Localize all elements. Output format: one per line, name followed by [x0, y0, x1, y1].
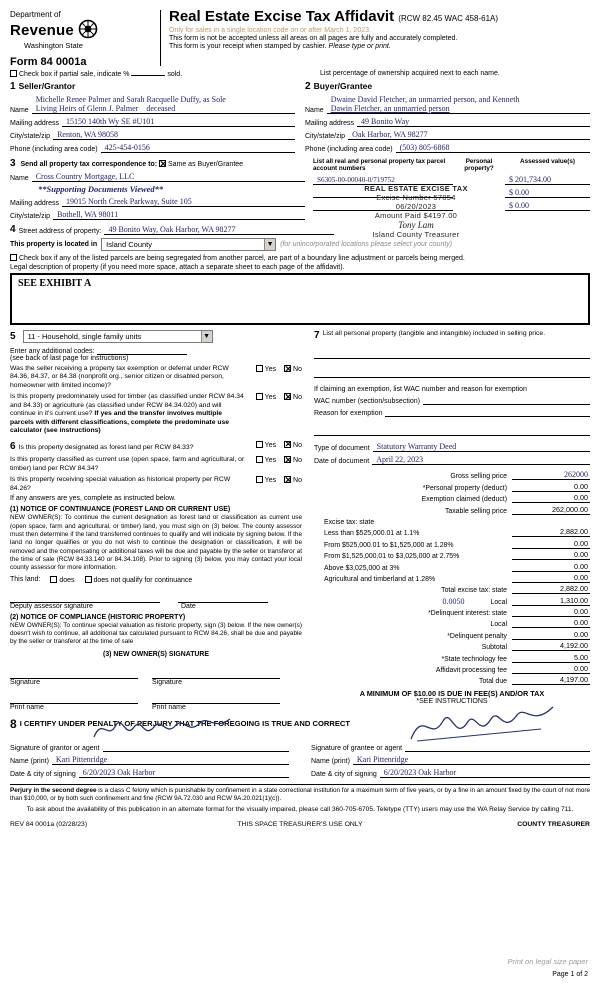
section8-number: 8	[10, 716, 17, 731]
grantor-name-field[interactable]: Kari Pittenridge	[52, 755, 289, 765]
partial-percent-field[interactable]	[131, 75, 165, 76]
excise-tax-stamp: REAL ESTATE EXCISE TAX Excise Number 57054 06/20/2023 Amount Paid $4197.00 Tony Lam Island County Treasurer	[331, 184, 501, 239]
deputy-assessor-signature-field[interactable]	[10, 594, 160, 603]
document-type-field[interactable]: Statutory Warranty Deed	[373, 442, 590, 452]
buyer-mailing-field[interactable]: 49 Bonito Way	[357, 117, 590, 127]
exemption-intro: If claiming an exemption, list WAC number and reason for exemption	[314, 386, 527, 393]
tax-row-total: Total due 4,197.00	[479, 675, 588, 686]
exemption-yes-checkbox[interactable]	[256, 365, 263, 372]
partial-sale-row: Check box if partial sale, indicate % sold.	[10, 70, 182, 78]
form-title: Real Estate Excise Tax Affidavit (RCW 82.45 WAC 458-61A)	[169, 8, 499, 25]
assessed-value-col-header: Assessed value(s)	[520, 158, 575, 165]
acceptance-notice: This form is not be accepted unless all areas on all pages are fully and accurately completed.	[169, 35, 458, 42]
section-correspondence: 3 Send all property tax correspondence to: ✕ Same as Buyer/Grantee Name Cross Country Mortgage, LLC **Supporting Documents Viewed** Mailing address 19015 North Creek Parkway, Suite 105 City/state/zip Bothell, WA 98011	[10, 158, 305, 220]
revenue-logo-block	[10, 8, 160, 68]
timber-question: Is this property predominately used for timber (as classified under RCW 84.34 and 84.33) or agriculture (as classified under RCW 84.34.020) and will continue in it's current use? If yes and the transfer involves multiple parcels with different classifications, complete the predominate use calculator (see instructions) Yes ✕ No	[10, 393, 302, 435]
tax-table	[314, 469, 590, 685]
notice1-title: (1) NOTICE OF CONTINUANCE (FOREST LAND OR CURRENT USE)	[10, 506, 231, 514]
seller-mailing-field[interactable]: 15150 140th Wy SE #U101	[62, 117, 295, 127]
parcel-col-header: List all real and personal property tax parcel account numbers	[313, 158, 446, 172]
if-yes-note: If any answers are yes, complete as instructed below.	[10, 495, 176, 503]
timber-yes-checkbox[interactable]	[256, 393, 263, 400]
personal-property-col-header: Personal property?	[464, 158, 494, 172]
section-seller: 1 Seller/Grantor Name Michelle Renee Palmer and Sarah Racquelle Duffy, as Sole Living Heirs of Glenn J. Palmer deceased Mailing address 15150 140th Wy SE #U101 City/state/zip Renton, WA 98058 Phone (including area code) 425-454-0156	[10, 81, 295, 153]
buyer-name-field[interactable]: Dwaine David Fletcher, an unmarried person, and Kenneth Dawin Fletcher, an unmarried person	[327, 95, 590, 114]
parcel-number-field[interactable]: S6305-00-00040-0/719752	[313, 176, 453, 185]
section-property: 4 Street address of property: 49 Bonito Way, Oak Harbor, WA 98277 This property is located in Island County ▼ (for unincorporated locations please select your county) Check box if any of the listed parcels are being segregated from another parcel, are part of a boundary line adjustment or parcels being merged. Legal description of property (if you need more space, attach a separate sheet to each page of the affidavit). SEE EXHIBIT A	[10, 224, 590, 325]
grantee-date-city-field[interactable]: 6/20/2023 Oak Harbor	[380, 768, 590, 778]
see-instructions-note: *SEE INSTRUCTIONS	[416, 698, 488, 706]
header	[10, 8, 590, 68]
grantee-signature-field[interactable]	[405, 743, 590, 752]
section5-number: 5	[10, 331, 16, 342]
section7-number: 7	[314, 330, 320, 341]
tax-row: Above $3,025,000 at 3% 0.00	[324, 561, 588, 572]
notice1-body: NEW OWNER(S): To continue the current designation as forest land or classification as current use (open space, farm and agricultural, or timber) land, you must sign on (3) below. The county assessor must then determine if the land transferred continues to qualify and will indicate by signing below. If the land no longer qualifies or you do not wish to continue the designation or classification, it will be removed and the compensating or additional taxes will be due and payable by the seller or transferor at the time of sale (RCW 84.33.140 or 84.34.108). Prior to signing (3) below, you may contact your local county assessor for more information.	[10, 514, 302, 572]
chevron-down-icon: ▼	[264, 239, 275, 250]
historic-no-checkbox[interactable]	[284, 476, 291, 483]
header-divider	[160, 10, 161, 66]
wac-number-field[interactable]	[423, 396, 590, 405]
tax-row: Affidavit processing fee 0.00	[435, 664, 588, 675]
personal-property-line-2[interactable]	[314, 369, 590, 378]
revenue-wordmark: Revenue	[10, 21, 74, 39]
grantor-signature-field[interactable]	[103, 743, 289, 752]
personal-property-line-1[interactable]	[314, 350, 590, 359]
date-notice: Only for sales in a single location code on or after March 1, 2023.	[169, 27, 371, 34]
parcel-table	[313, 158, 590, 239]
forest-yes-checkbox[interactable]	[256, 441, 263, 448]
perjury-statement: Perjury in the second degree is a class C felony which is punishable by confinement in a state correctional institution for a maximum term of five years, or by a fine in an amount fixed by the court of not more than $10,000, or by both such confinement and fine (RCW 9A.72.030 and RCW 9A.20.021(1)(c)).	[10, 784, 590, 803]
tax-row-local: 0.0050 Local 1,310.00	[442, 595, 588, 606]
revenue-logo-icon	[78, 19, 98, 41]
assessed-value-field[interactable]: $ 0.00	[505, 188, 590, 198]
timber-no-checkbox[interactable]	[284, 393, 291, 400]
treasurer-signature: Tony Lam	[398, 220, 434, 230]
tax-row: *Delinquent interest: state 0.00	[428, 607, 588, 618]
does-not-qualify-checkbox[interactable]	[85, 576, 92, 583]
deputy-date-field[interactable]	[178, 594, 268, 603]
additional-codes-field[interactable]	[97, 346, 187, 355]
rcw-reference: (RCW 82.45 WAC 458-61A)	[398, 14, 499, 23]
same-as-buyer-checkbox[interactable]	[159, 160, 166, 167]
section6-number: 6	[10, 440, 16, 452]
chevron-down-icon: ▼	[201, 331, 212, 342]
section-use: 5 11 - Household, single family units ▼ Enter any additional codes: (see back of last page for instructions) Was the seller receiving a property tax exemption or deferral under RCW 84.36, 84.37, or 84.38 (nonprofit org., senior citizen or disabled person, homeowner with limited income)? Yes ✕ No Is this property predominately used for timber (as classified under RCW 84.34 and 84.33) or agriculture (as classified under RCW 84.34.020) and will continue in it's current use? If yes and the transfer involves multiple parcels with different classifications, complete the predominate use calculator (see instructions) Yes ✕ No	[10, 330, 302, 436]
local-rate-fill: 0.0050	[442, 596, 465, 606]
tax-row: Subtotal 4,192.00	[481, 641, 588, 652]
section-classification: 6 Is this property designated as forest land per RCW 84.33? Yes ✕ No Is this property classified as current use (open space, farm and agricultural, or timber) land per RCW 84.34? Yes ✕ No Is this property receiving special valuation as historical property per RCW 84.26? Yes ✕ No If any answers are yes, complete as instructed below. (1) NOTICE OF CONTINUANCE (FOREST LAND OR CURRENT USE) NEW OWNER(S): To continue the current designation as forest land or classification as current use (open space, farm and agricultural, or timber) land, you must sign on (3) below. The county assessor must then determine if the land transferred continues to qualify and will indicate by signing below. If the land no longer qualifies or you do not wish to continue the designation or classification, it will be removed and the compensating or additional taxes will be due and payable by the seller or transferor at the time of sale (RCW 84.33.140 or 84.34.108). Prior to signing (3) below, you may contact your local county assessor for more information. This land: does does not qualify for continuance Deputy assessor signature Date (2) NOTICE OF COMPLIANCE (HISTORIC PROPERTY) NEW OWNER(S): To continue special valuation as historic property, sign (3) below. If the new owner(s) doesn't wish to continue, all additional tax calculated pursuant to RCW 84.26, shall be due and payable by the seller or transferor at the time of sale (3) NEW OWNER(S) SIGNATURE Signature Signature Print name Print name	[10, 441, 302, 711]
new-owner-signature-field-1[interactable]	[10, 670, 138, 679]
seller-csz-field[interactable]: Renton, WA 98058	[53, 130, 295, 140]
tax-row: *State technology fee 5.00	[441, 652, 588, 663]
tax-row: Less than $525,000.01 at 1.1% 2,882.00	[324, 527, 588, 538]
see-back-note: (see back of last page for instructions)	[10, 355, 129, 362]
legal-size-note: Print on legal size paper	[507, 957, 588, 966]
certify-statement: I CERTIFY UNDER PENALTY OF PERJURY THAT THE FOREGOING IS TRUE AND CORRECT	[19, 719, 351, 729]
tax-row: Total excise tax: state 2,882.00	[441, 584, 588, 595]
seller-phone-field[interactable]: 425-454-0156	[101, 143, 295, 153]
page-number: Page 1 of 2	[552, 971, 588, 978]
county-select[interactable]: Island County ▼	[101, 238, 276, 251]
current-use-question: Is this property classified as current use (open space, farm and agricultural, or timber) land per RCW 84.34? Yes ✕ No	[10, 456, 302, 473]
treasurer-use-label: THIS SPACE TREASURER'S USE ONLY	[237, 820, 363, 828]
tax-row: *Delinquent penalty 0.00	[447, 629, 588, 640]
land-qualify-row: This land: does does not qualify for continuance	[10, 576, 193, 584]
correspondence-mailing-field[interactable]: 19015 North Creek Parkway, Suite 105	[62, 197, 305, 207]
assessed-value-field[interactable]: $ 201,734.00	[505, 175, 590, 185]
tax-row: From $1,525,000.01 to $3,025,000 at 2.75% 0.00	[324, 550, 588, 561]
exemption-no-checkbox[interactable]	[284, 365, 291, 372]
correspondence-csz-field[interactable]: Bothell, WA 98011	[53, 210, 305, 220]
supporting-documents-stamp: **Supporting Documents Viewed**	[38, 184, 164, 194]
section2-number: 2	[305, 81, 311, 92]
legal-description-text: SEE EXHIBIT A	[18, 278, 92, 289]
washington-state-label: Washington State	[24, 41, 83, 50]
document-date-field[interactable]: April 22, 2023	[372, 455, 590, 465]
ownership-note: List percentage of ownership acquired next to each name.	[320, 70, 500, 77]
assessed-value-field[interactable]: $ 0.00	[505, 201, 590, 211]
reason-exemption-field[interactable]	[385, 408, 590, 417]
grantor-date-city-field[interactable]: 6/20/2023 Oak Harbor	[79, 768, 289, 778]
rev-number: REV 84 0001a (02/28/23)	[10, 820, 88, 828]
correspondence-name-field[interactable]: Cross Country Mortgage, LLC	[32, 172, 305, 182]
form-number: Form 84 0001a	[10, 56, 87, 68]
section1-number: 1	[10, 81, 16, 92]
section-certify	[10, 717, 590, 778]
alternate-format-note: To ask about the availability of this publication in an alternate format for the visually impaired, please call 360-705-6705. Teletype (TTY) users may use the WA Relay Service by calling 711.	[26, 805, 574, 813]
legal-description-box[interactable]	[10, 273, 590, 325]
new-owner-printname-field-2[interactable]	[152, 695, 280, 704]
tax-row: Agricultural and timberland at 1.28% 0.00	[324, 572, 588, 583]
partial-sale-checkbox[interactable]	[10, 70, 17, 77]
county-note: (for unincorporated locations please select your county)	[280, 241, 453, 248]
new-owner-printname-field-1[interactable]	[10, 695, 138, 704]
buyer-csz-field[interactable]: Oak Harbor, WA 98277	[348, 130, 590, 140]
grantee-name-field[interactable]: Kari Pittenridge	[353, 755, 590, 765]
exemption-question: Was the seller receiving a property tax exemption or deferral under RCW 84.36, 84.37, or 84.38 (nonprofit org., senior citizen or disabled person, homeowner with limited income)? Yes ✕ No	[10, 365, 302, 390]
tax-row-excise-header: Excise tax: state	[324, 518, 375, 526]
footer-row	[10, 821, 590, 828]
notice2-title: (2) NOTICE OF COMPLIANCE (HISTORIC PROPERTY)	[10, 613, 186, 621]
section3-number: 3	[10, 158, 16, 169]
grantee-certification: Signature of grantee or agent Name (print) Kari Pittenridge Date & city of signing 6/20/2023 Oak Harbor	[311, 733, 590, 778]
tax-row-gross: Gross selling price 262000	[450, 470, 588, 481]
seller-name-field[interactable]: Michelle Renee Palmer and Sarah Racquelle Duffy, as Sole Living Heirs of Glenn J. Palmer deceased	[32, 95, 295, 114]
tax-row: Taxable selling price 262,000.00	[444, 504, 588, 515]
does-qualify-checkbox[interactable]	[50, 576, 57, 583]
buyer-phone-field[interactable]: (503) 805-6868	[396, 143, 590, 153]
historic-question: Is this property receiving special valuation as historical property per RCW 84.26? Yes ✕ No	[10, 476, 302, 493]
legal-description-label: Legal description of property (if you need more space, attach a separate sheet to each page of the affidavit).	[10, 264, 345, 271]
historic-yes-checkbox[interactable]	[256, 476, 263, 483]
dept-of-label: Department of	[10, 10, 61, 19]
grantor-certification: Signature of grantor or agent Name (print) Kari Pittenridge Date & city of signing 6/20/2023 Oak Harbor	[10, 733, 289, 778]
street-address-field[interactable]: 49 Bonito Way, Oak Harbor, WA 98277	[104, 225, 334, 235]
section-buyer: 2 Buyer/Grantee Name Dwaine David Fletcher, an unmarried person, and Kenneth Dawin Fletcher, an unmarried person Mailing address 49 Bonito Way City/state/zip Oak Harbor, WA 98277 Phone (including area code) (503) 805-6868	[305, 81, 590, 153]
notice2-body: NEW OWNER(S): To continue special valuation as historic property, sign (3) below. If the new owner(s) doesn't wish to continue, all additional tax calculated pursuant to RCW 84.26, shall be due and payable by the seller or transferor at the time of sale	[10, 621, 302, 646]
forest-no-checkbox[interactable]	[284, 441, 291, 448]
forest-question: 6 Is this property designated as forest land per RCW 84.33? Yes ✕ No	[10, 441, 302, 454]
segregated-checkbox[interactable]	[10, 254, 17, 261]
minimum-due-note: A MINIMUM OF $10.00 IS DUE IN FEE(S) AND/OR TAX	[359, 689, 545, 699]
current-use-yes-checkbox[interactable]	[256, 456, 263, 463]
tax-row: Local 0.00	[490, 618, 588, 629]
section-personal-property: 7 List all personal property (tangible and intangible) included in selling price. If claiming an exemption, list WAC number and reason for exemption WAC number (section/subsection) Reason for exemption Type of document Statutory Warranty Deed Date of document April 22, 2023 Gross selling price 262000 *Personal property (deduct) 0.00 Exemption claimed (deduct) 0.00 Taxable selling price 262,000.00 Excise tax: state Less than $525,000.01 at 1.1% 2,882.00 From $525,000.01 to $1,525,000 at 1.28% 0.00 From $1,525,000.01 to $3,025,000 at 2.75% 0.00 Above $3,025,000 at 3% 0.00 Agricultural and timberland at 1.28% 0.00 Total excise tax: state 2,882.00 0.0050 Local 1,310.00 *Delinquent interest: state 0.00 Local 0.00 *Delinquent penalty 0.00 Subtotal 4,192.00 *State technology fee 5.00 Affidavit processing fee 0.00 Total due 4,197.00 A MINIMUM OF $10.00 IS DUE IN FEE(S) AND/OR TAX *SEE INSTRUCTIONS	[314, 330, 588, 706]
receipt-notice: This form is your receipt when stamped by cashier. Please type or print.	[169, 43, 391, 50]
land-use-code-select[interactable]: 11 - Household, single family units ▼	[23, 330, 213, 343]
tax-row: Exemption claimed (deduct) 0.00	[421, 493, 588, 504]
current-use-no-checkbox[interactable]	[284, 456, 291, 463]
tax-row: From $525,000.01 to $1,525,000 at 1.28% 0.00	[324, 538, 588, 549]
reason-exemption-line-2[interactable]	[314, 427, 590, 436]
tax-row: *Personal property (deduct) 0.00	[422, 481, 588, 492]
section4-number: 4	[10, 224, 16, 235]
new-owner-signature-field-2[interactable]	[152, 670, 280, 679]
notice3-title: (3) NEW OWNER(S) SIGNATURE	[103, 650, 209, 658]
county-treasurer-label: COUNTY TREASURER	[517, 820, 590, 828]
